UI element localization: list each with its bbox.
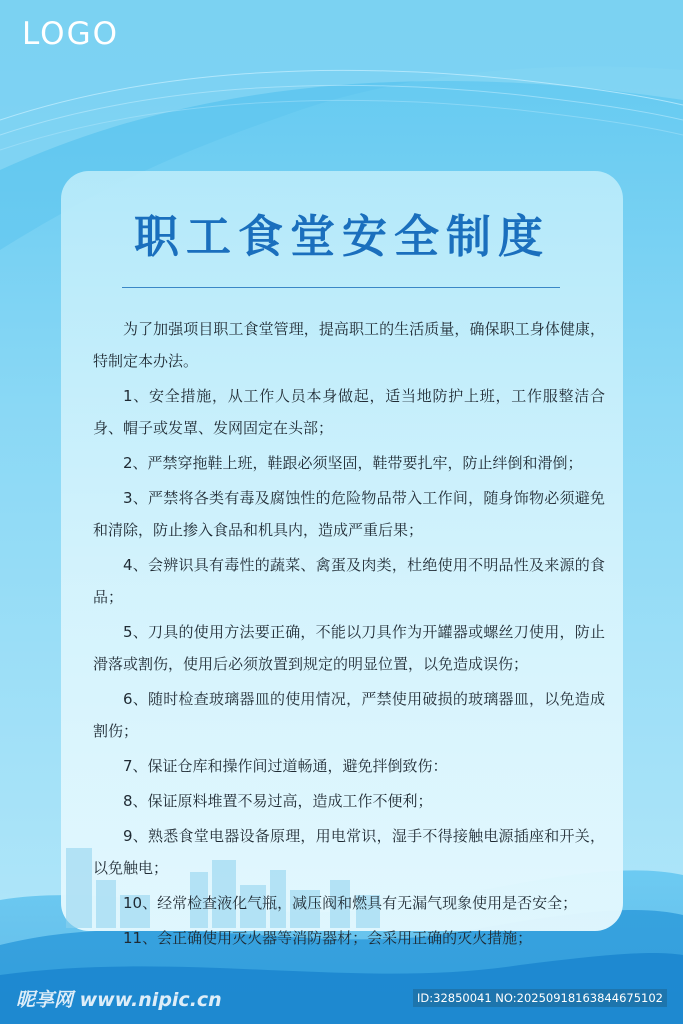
intro-paragraph: 为了加强项目职工食堂管理，提高职工的生活质量，确保职工身体健康，特制定本办法。 — [93, 320, 605, 370]
rule-item: 3、严禁将各类有毒及腐蚀性的危险物品带入工作间，随身饰物必须避免和清除，防止掺入食品和机具内，造成严重后果； — [93, 489, 605, 539]
page-title: 职工食堂安全制度 — [133, 210, 550, 263]
watermark-logo: 昵享网 www.nipic.cn — [16, 989, 222, 1011]
rule-item: 11、会正确使用灭火器等消防器材；会采用正确的灭火措施； — [123, 929, 533, 947]
rule-item: 10、经常检查液化气瓶，减压阀和燃具有无漏气现象使用是否安全； — [123, 894, 578, 912]
rule-item: 4、会辨识具有毒性的蔬菜、禽蛋及肉类，杜绝使用不明品性及来源的食品； — [93, 556, 605, 606]
image-id-label: ID:32850041 NO:20250918163844675102 — [413, 989, 667, 1007]
logo-text: LOGO — [22, 16, 119, 52]
rule-item: 8、保证原料堆置不易过高，造成工作不便利； — [123, 792, 433, 810]
rule-item: 6、随时检查玻璃器皿的使用情况，严禁使用破损的玻璃器皿，以免造成割伤； — [93, 690, 605, 740]
rule-item: 1、安全措施，从工作人员本身做起，适当地防护上班，工作服整洁合身、帽子或发罩、发网固定在头部； — [93, 387, 605, 437]
rule-item: 9、熟悉食堂电器设备原理，用电常识，湿手不得接触电源插座和开关，以免触电； — [93, 827, 605, 877]
regulation-body — [93, 313, 605, 957]
title-divider — [122, 287, 560, 288]
rule-item: 2、严禁穿拖鞋上班，鞋跟必须坚固，鞋带要扎牢，防止绊倒和滑倒； — [123, 454, 583, 472]
rule-item: 7、保证仓库和操作间过道畅通，避免拌倒致伤： — [123, 757, 448, 775]
rule-item: 5、刀具的使用方法要正确，不能以刀具作为开罐器或螺丝刀使用，防止滑落或割伤，使用后必须放置到规定的明显位置，以免造成误伤； — [93, 623, 605, 673]
